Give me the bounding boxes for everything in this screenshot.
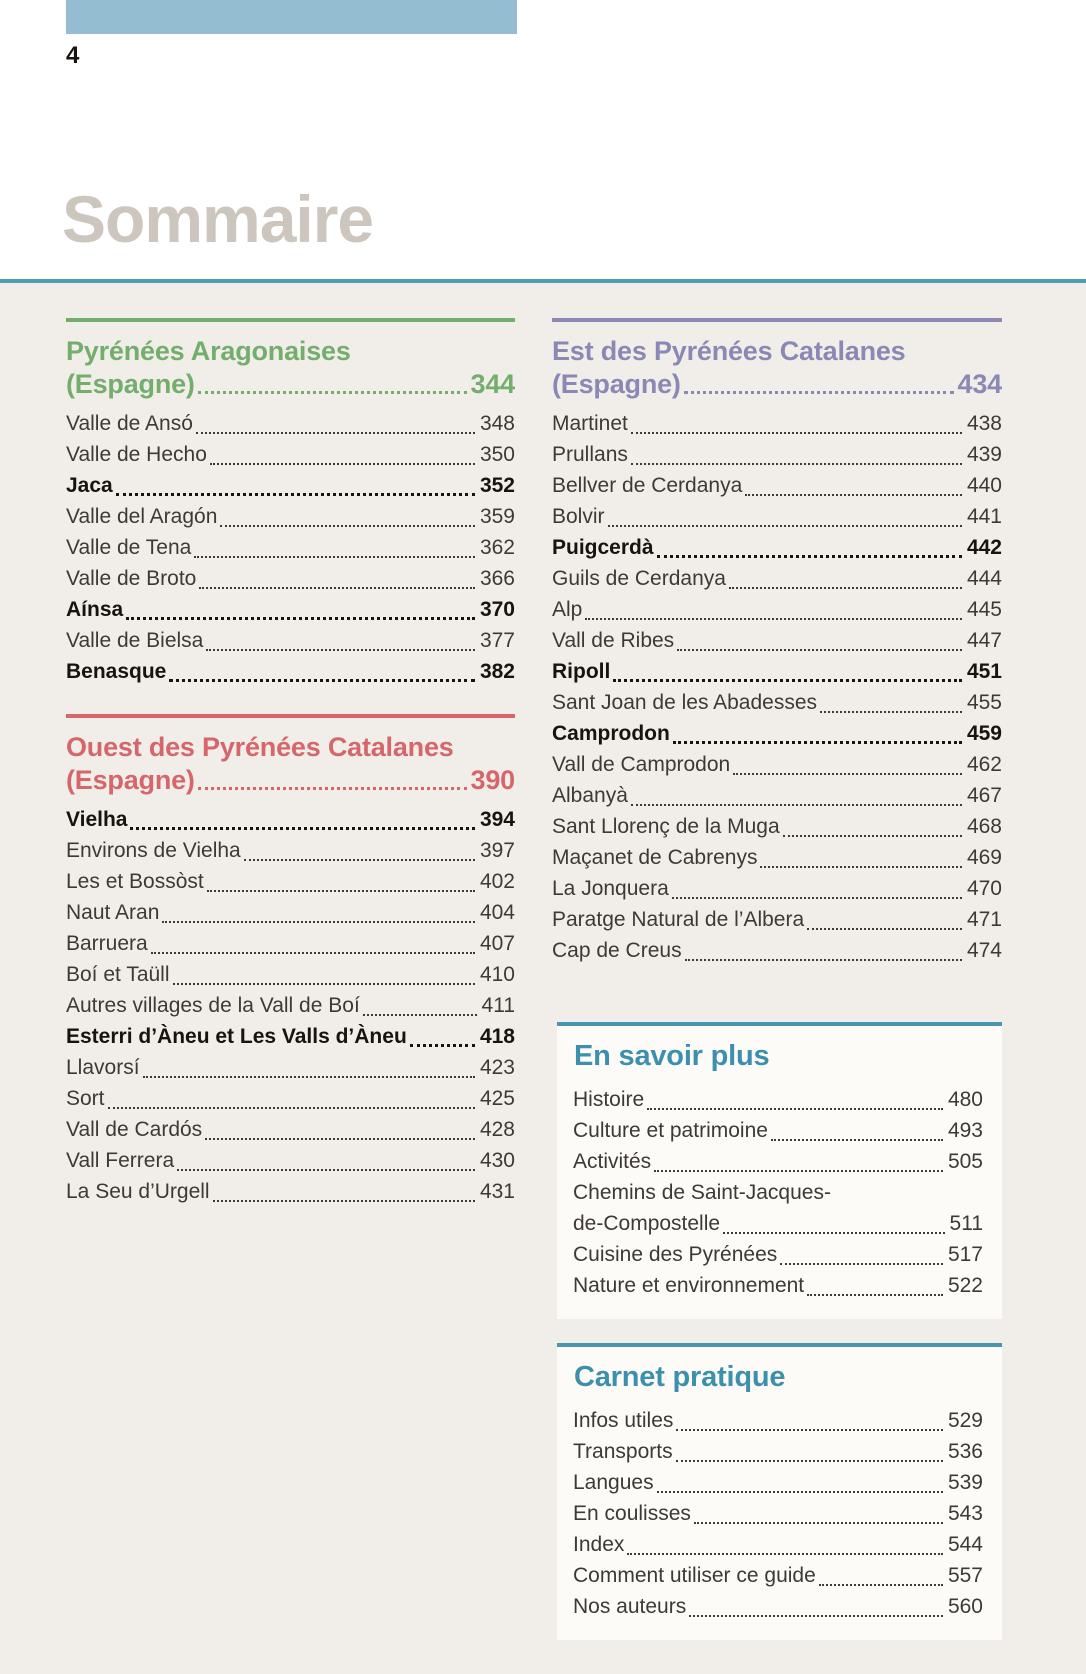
toc-entry (552, 439, 1002, 470)
toc-entry-label: Bellver de Cerdanya (552, 474, 743, 497)
toc-entry (573, 1436, 983, 1467)
toc-entry-label: Esterri d’Àneu et Les Valls d’Àneu (66, 1025, 407, 1048)
dot-leader (631, 804, 962, 806)
toc-entry-label: Vall Ferrera (66, 1149, 175, 1172)
toc-entry-page: 411 (481, 994, 515, 1017)
toc-entry-page: 418 (479, 1025, 515, 1048)
toc-entry (552, 842, 1002, 873)
dot-leader (631, 463, 962, 465)
toc-content (0, 283, 1086, 1674)
dot-leader (689, 1615, 943, 1617)
toc-entry-label: Valle de Hecho (66, 443, 207, 466)
toc-entry (573, 1084, 983, 1115)
toc-entry (66, 1114, 515, 1145)
toc-entry-page: 423 (479, 1056, 515, 1079)
section-title-line2-label: (Espagne) (552, 369, 681, 399)
dot-leader (723, 1232, 944, 1234)
info-box (557, 1343, 1002, 1640)
dot-leader (177, 1169, 475, 1171)
toc-entry-page: 348 (479, 412, 515, 435)
toc-entry-page: 445 (966, 598, 1002, 621)
dot-leader (608, 525, 962, 527)
toc-entry-label: Vielha (66, 808, 128, 831)
toc-entry-label: Autres villages de la Vall de Boí (66, 994, 360, 1017)
dot-leader (196, 432, 475, 434)
toc-section (552, 318, 1002, 966)
toc-entry-page: 493 (947, 1119, 983, 1142)
toc-entry-page: 444 (966, 567, 1002, 590)
dot-leader (783, 835, 962, 837)
section-title-line2 (66, 764, 515, 797)
toc-entry (552, 780, 1002, 811)
toc-entry-page: 441 (966, 505, 1002, 528)
dot-leader (363, 1014, 477, 1016)
page-number: 4 (66, 42, 80, 69)
toc-entry-label: Valle de Broto (66, 567, 197, 590)
toc-entry-label: Environs de Vielha (66, 839, 241, 862)
toc-section (66, 714, 515, 1207)
toc-entry (573, 1560, 983, 1591)
dot-leader (654, 1170, 943, 1172)
toc-entry-page: 505 (947, 1150, 983, 1173)
toc-entry-label: Puigcerdà (552, 536, 654, 559)
toc-entry-page: 439 (966, 443, 1002, 466)
section-title-line2-label: (Espagne) (66, 369, 195, 399)
toc-entry (552, 935, 1002, 966)
section-divider (552, 318, 1002, 322)
section-divider (66, 318, 515, 322)
dot-leader (657, 1491, 943, 1493)
dot-leader (627, 1553, 943, 1555)
toc-entry-label: Aínsa (66, 598, 124, 621)
toc-entry (552, 811, 1002, 842)
toc-entry-page: 447 (966, 629, 1002, 652)
section-title-line2-label: (Espagne) (66, 765, 195, 795)
toc-entry-label: Guils de Cerdanya (552, 567, 726, 590)
toc-entry-label: Nature et environnement (573, 1274, 805, 1297)
toc-entry (66, 501, 515, 532)
dot-leader (780, 1263, 943, 1265)
section-title (66, 335, 515, 401)
toc-entry (552, 594, 1002, 625)
toc-entry (573, 1270, 983, 1301)
dot-leader (210, 463, 475, 465)
section-title-line2-page: 344 (470, 369, 515, 399)
section-title-line2 (66, 368, 515, 401)
page-title: Sommaire (62, 182, 374, 256)
toc-entry-label: Histoire (573, 1088, 645, 1111)
toc-entry-page: 459 (966, 722, 1002, 745)
toc-entry-label: Vall de Camprodon (552, 753, 731, 776)
toc-entry (66, 897, 515, 928)
dot-leader (151, 952, 475, 954)
dot-leader (143, 1076, 475, 1078)
dot-leader (194, 556, 475, 558)
toc-entry (552, 873, 1002, 904)
toc-entry-page: 438 (966, 412, 1002, 435)
toc-entry-page: 529 (947, 1409, 983, 1432)
toc-entry (573, 1146, 983, 1177)
section-title-line2-page: 434 (957, 369, 1002, 399)
dot-leader (213, 1200, 475, 1202)
toc-entry-label: Paratge Natural de l’Albera (552, 908, 805, 931)
toc-entry (66, 959, 515, 990)
toc-entry (66, 1083, 515, 1114)
toc-entry-page: 543 (947, 1502, 983, 1525)
toc-entry (66, 1021, 515, 1052)
toc-entry-label: Comment utiliser ce guide (573, 1564, 816, 1587)
toc-entry-page: 467 (966, 784, 1002, 807)
dot-leader (126, 617, 475, 620)
toc-entry-page: 522 (947, 1274, 983, 1297)
toc-entry (66, 1052, 515, 1083)
toc-entry (66, 656, 515, 687)
toc-entry-label: Cuisine des Pyrénées (573, 1243, 778, 1266)
toc-entry-page: 377 (479, 629, 515, 652)
toc-entry-page: 469 (966, 846, 1002, 869)
toc-entry (66, 470, 515, 501)
dot-leader (820, 711, 962, 713)
dot-leader (206, 649, 475, 651)
dot-leader (205, 1138, 475, 1140)
toc-entry-page: 431 (479, 1180, 515, 1203)
toc-entry-label: En coulisses (573, 1502, 691, 1525)
dot-leader (676, 1460, 943, 1462)
toc-entry (573, 1591, 983, 1622)
dot-leader (647, 1108, 943, 1110)
toc-entry (66, 439, 515, 470)
toc-entry-label: Camprodon (552, 722, 670, 745)
toc-entry-label: Albanyà (552, 784, 628, 807)
toc-entry-page: 470 (966, 877, 1002, 900)
toc-entry (552, 532, 1002, 563)
toc-entry-label: Transports (573, 1440, 673, 1463)
toc-entry-label: Valle del Aragón (66, 505, 218, 528)
toc-entry-label: Jaca (66, 474, 113, 497)
toc-entry (552, 408, 1002, 439)
toc-entry-page: 517 (947, 1243, 983, 1266)
toc-entry (573, 1115, 983, 1146)
toc-entry-page: 462 (966, 753, 1002, 776)
toc-entry (573, 1467, 983, 1498)
toc-entry (552, 687, 1002, 718)
toc-entry-label: Sant Joan de les Abadesses (552, 691, 818, 714)
toc-entry (66, 408, 515, 439)
dot-leader (771, 1139, 943, 1141)
dot-leader (169, 679, 475, 682)
section-divider (66, 714, 515, 718)
toc-entry-label: Sort (66, 1087, 105, 1110)
section-title-line1: Ouest des Pyrénées Catalanes (66, 732, 454, 762)
dot-leader (613, 679, 962, 682)
toc-entry-label: Vall de Cardós (66, 1118, 203, 1141)
toc-entry (66, 1176, 515, 1207)
dot-leader (199, 587, 475, 589)
dot-leader (116, 493, 475, 496)
toc-entry-label: Benasque (66, 660, 167, 683)
toc-entry-label: Valle de Bielsa (66, 629, 204, 652)
toc-entry (66, 594, 515, 625)
toc-entry-label: Index (573, 1533, 625, 1556)
toc-entry-page: 471 (966, 908, 1002, 931)
toc-entry (66, 532, 515, 563)
dot-leader (819, 1584, 943, 1586)
toc-entry-page: 352 (479, 474, 515, 497)
dot-leader (585, 618, 962, 620)
dot-leader (760, 866, 962, 868)
toc-entry (552, 656, 1002, 687)
toc-section (66, 318, 515, 687)
toc-entry (573, 1405, 983, 1436)
dot-leader (657, 555, 962, 558)
toc-entry-label: Vall de Ribes (552, 629, 675, 652)
header-color-band (66, 0, 517, 34)
dot-leader (108, 1107, 475, 1109)
dot-leader (672, 897, 962, 899)
dot-leader (745, 494, 962, 496)
toc-entry-label: La Seu d’Urgell (66, 1180, 210, 1203)
toc-entry-label: Ripoll (552, 660, 611, 683)
dot-leader (733, 773, 962, 775)
toc-entry-page: 474 (966, 939, 1002, 962)
toc-entry-page: 430 (479, 1149, 515, 1172)
dot-leader (631, 432, 962, 434)
toc-entry-label: Martinet (552, 412, 628, 435)
dot-leader (162, 921, 475, 923)
toc-entry-label: Bolvir (552, 505, 605, 528)
toc-entry-page: 394 (479, 808, 515, 831)
dot-leader (198, 787, 467, 790)
section-title-line2-page: 390 (470, 765, 515, 795)
dot-leader (207, 890, 475, 892)
dot-leader (130, 827, 474, 830)
toc-entry (552, 718, 1002, 749)
toc-entry (552, 625, 1002, 656)
dot-leader (244, 859, 475, 861)
dot-leader (673, 741, 962, 744)
toc-entry-label: Activités (573, 1150, 652, 1173)
toc-entry-label: Cap de Creus (552, 939, 682, 962)
toc-entry-page: 536 (947, 1440, 983, 1463)
toc-entry (573, 1498, 983, 1529)
toc-column-left (66, 318, 515, 1234)
info-box-title: Carnet pratique (574, 1361, 786, 1393)
section-title-line1: Pyrénées Aragonaises (66, 336, 351, 366)
toc-entry-label: Maçanet de Cabrenys (552, 846, 758, 869)
toc-entry-label: Prullans (552, 443, 628, 466)
section-title (66, 731, 515, 797)
toc-entry (66, 835, 515, 866)
toc-entry-label: Infos utiles (573, 1409, 674, 1432)
toc-entry-wrap-line: Chemins de Saint-Jacques- (573, 1181, 831, 1204)
toc-entry-label: Valle de Tena (66, 536, 192, 559)
toc-entry-page: 404 (479, 901, 515, 924)
toc-entry (573, 1529, 983, 1560)
toc-entry-label: Culture et patrimoine (573, 1119, 768, 1142)
toc-entry-label: Alp (552, 598, 583, 621)
toc-entry (66, 804, 515, 835)
info-box-title: En savoir plus (574, 1040, 770, 1072)
dot-leader (676, 1429, 943, 1431)
toc-entry (573, 1239, 983, 1270)
dot-leader (684, 391, 954, 394)
toc-entry-page: 382 (479, 660, 515, 683)
toc-entry-page: 425 (479, 1087, 515, 1110)
toc-entry-page: 440 (966, 474, 1002, 497)
section-title-line1: Est des Pyrénées Catalanes (552, 336, 906, 366)
toc-entry-page: 410 (479, 963, 515, 986)
toc-column-right (552, 318, 1002, 1640)
toc-entry-label: Valle de Ansó (66, 412, 193, 435)
toc-entry (552, 563, 1002, 594)
toc-entry (66, 928, 515, 959)
dot-leader (694, 1522, 943, 1524)
dot-leader (173, 983, 475, 985)
toc-entry-label: Les et Bossòst (66, 870, 204, 893)
info-box (557, 1022, 1002, 1319)
dot-leader (677, 649, 962, 651)
toc-entry-label: Sant Llorenç de la Muga (552, 815, 780, 838)
toc-entry-page: 350 (479, 443, 515, 466)
toc-entry-label: de-Compostelle (573, 1212, 721, 1235)
toc-entry-label: Boí et Taüll (66, 963, 170, 986)
toc-entry (552, 470, 1002, 501)
toc-entry (573, 1208, 983, 1239)
dot-leader (685, 959, 962, 961)
toc-entry-page: 557 (947, 1564, 983, 1587)
toc-entry-page: 366 (479, 567, 515, 590)
toc-entry-label: Langues (573, 1471, 654, 1494)
toc-entry (66, 866, 515, 897)
dot-leader (220, 525, 475, 527)
dot-leader (198, 391, 467, 394)
toc-entry-page: 402 (479, 870, 515, 893)
toc-entry (66, 625, 515, 656)
dot-leader (410, 1044, 475, 1047)
toc-entry-page: 397 (479, 839, 515, 862)
toc-entry-label: Barruera (66, 932, 148, 955)
toc-entry (66, 563, 515, 594)
toc-entry-page: 442 (966, 536, 1002, 559)
toc-entry-page: 359 (479, 505, 515, 528)
toc-entry-page: 560 (947, 1595, 983, 1618)
toc-entry-page: 407 (479, 932, 515, 955)
toc-entry-page: 511 (949, 1212, 983, 1235)
dot-leader (807, 928, 962, 930)
toc-entry-label: Nos auteurs (573, 1595, 687, 1618)
toc-entry-page: 370 (479, 598, 515, 621)
toc-entry-page: 362 (479, 536, 515, 559)
toc-entry-page: 539 (947, 1471, 983, 1494)
toc-entry (552, 501, 1002, 532)
toc-entry-page: 451 (966, 660, 1002, 683)
toc-entry-page: 455 (966, 691, 1002, 714)
toc-entry-label: Naut Aran (66, 901, 160, 924)
toc-entry (552, 749, 1002, 780)
section-title (552, 335, 1002, 401)
toc-entry (66, 1145, 515, 1176)
toc-entry-page: 468 (966, 815, 1002, 838)
toc-entry-page: 480 (947, 1088, 983, 1111)
toc-entry-label: Llavorsí (66, 1056, 140, 1079)
dot-leader (807, 1294, 943, 1296)
toc-entry (66, 990, 515, 1021)
toc-entry-page: 544 (947, 1533, 983, 1556)
toc-entry-page: 428 (479, 1118, 515, 1141)
dot-leader (729, 587, 962, 589)
toc-entry-label: La Jonquera (552, 877, 669, 900)
section-title-line2 (552, 368, 1002, 401)
toc-entry (552, 904, 1002, 935)
